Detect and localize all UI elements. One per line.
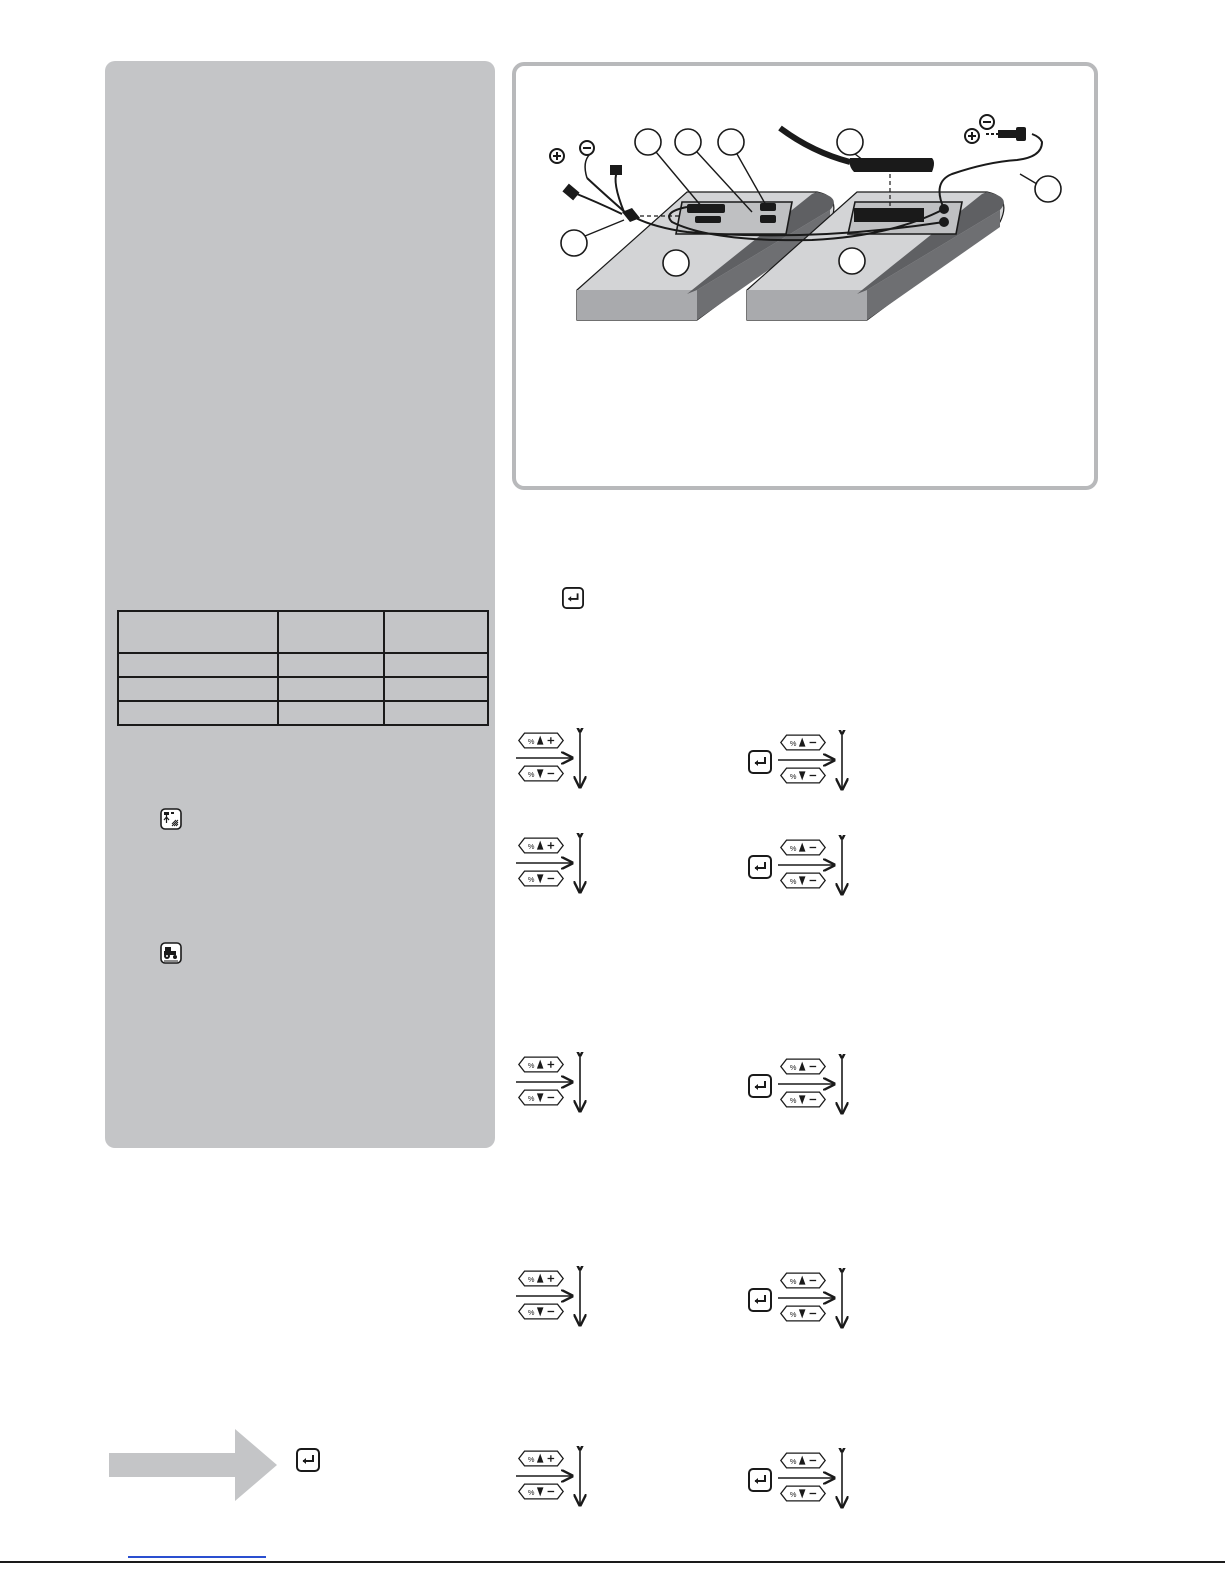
footer-rule <box>0 1561 1225 1563</box>
table-row <box>118 677 488 701</box>
table-cell <box>278 677 384 701</box>
callout-5 <box>1035 176 1061 202</box>
sensor-installation-illustration <box>512 62 1098 490</box>
enter-key-icon <box>749 856 771 878</box>
table-cell <box>384 701 488 725</box>
adjust-key-diagram-left <box>514 1446 594 1508</box>
callout-7 <box>663 250 689 276</box>
adjust-key-diagram-right <box>746 730 856 792</box>
callout-1 <box>635 129 661 155</box>
enter-key-icon <box>749 1075 771 1097</box>
callout-3 <box>718 129 744 155</box>
enter-key-icon <box>562 587 584 609</box>
percent-down-minus-key-icon <box>781 1306 825 1321</box>
percent-down-minus-key-icon <box>781 1486 825 1501</box>
enter-key-icon <box>749 1289 771 1311</box>
percent-up-minus-key-icon <box>781 1453 825 1468</box>
adjust-key-diagram-right <box>746 1054 856 1116</box>
callout-6 <box>561 230 587 256</box>
enter-key-icon <box>296 1448 320 1472</box>
percent-down-minus-key-icon <box>781 768 825 783</box>
table-cell <box>278 653 384 677</box>
footer-link-underline <box>128 1556 266 1558</box>
percent-up-minus-key-icon <box>781 1059 825 1074</box>
percent-up-plus-key-icon <box>519 733 563 748</box>
table-header-row <box>118 611 488 653</box>
table-row <box>118 653 488 677</box>
percent-up-minus-key-icon <box>781 735 825 750</box>
percent-up-plus-key-icon <box>519 1057 563 1072</box>
table-cell <box>118 611 278 653</box>
percent-down-minus-key-icon <box>519 1484 563 1499</box>
percent-down-minus-key-icon <box>519 1090 563 1105</box>
adjust-key-diagram-right <box>746 1448 856 1510</box>
table-cell <box>278 701 384 725</box>
percent-up-plus-key-icon <box>519 838 563 853</box>
percent-up-plus-key-icon <box>519 1451 563 1466</box>
table-cell <box>118 677 278 701</box>
left-info-panel <box>105 61 495 1148</box>
callout-8 <box>839 248 865 274</box>
callout-4 <box>837 129 863 155</box>
table-row <box>118 701 488 725</box>
next-step-arrow-icon <box>107 1428 279 1502</box>
table-cell <box>384 611 488 653</box>
table-cell <box>384 653 488 677</box>
enter-key-icon <box>749 1469 771 1491</box>
adjust-key-diagram-left <box>514 1052 594 1114</box>
percent-up-minus-key-icon <box>781 840 825 855</box>
adjust-key-diagram-left <box>514 1266 594 1328</box>
percent-up-plus-key-icon <box>519 1271 563 1286</box>
percent-down-minus-key-icon <box>519 766 563 781</box>
adjust-key-diagram-left <box>514 728 594 790</box>
sensor-settings-icon <box>160 808 182 830</box>
table-cell <box>118 653 278 677</box>
adjust-key-diagram-right <box>746 835 856 897</box>
spec-table <box>117 610 489 726</box>
table-cell <box>384 677 488 701</box>
percent-down-minus-key-icon <box>781 873 825 888</box>
table-cell <box>118 701 278 725</box>
table-cell <box>278 611 384 653</box>
adjust-key-diagram-right <box>746 1268 856 1330</box>
percent-down-minus-key-icon <box>519 1304 563 1319</box>
percent-down-minus-key-icon <box>781 1092 825 1107</box>
percent-down-minus-key-icon <box>519 871 563 886</box>
callout-2 <box>675 129 701 155</box>
adjust-key-diagram-left <box>514 833 594 895</box>
percent-up-minus-key-icon <box>781 1273 825 1288</box>
tractor-icon <box>160 942 182 964</box>
enter-key-icon <box>749 751 771 773</box>
